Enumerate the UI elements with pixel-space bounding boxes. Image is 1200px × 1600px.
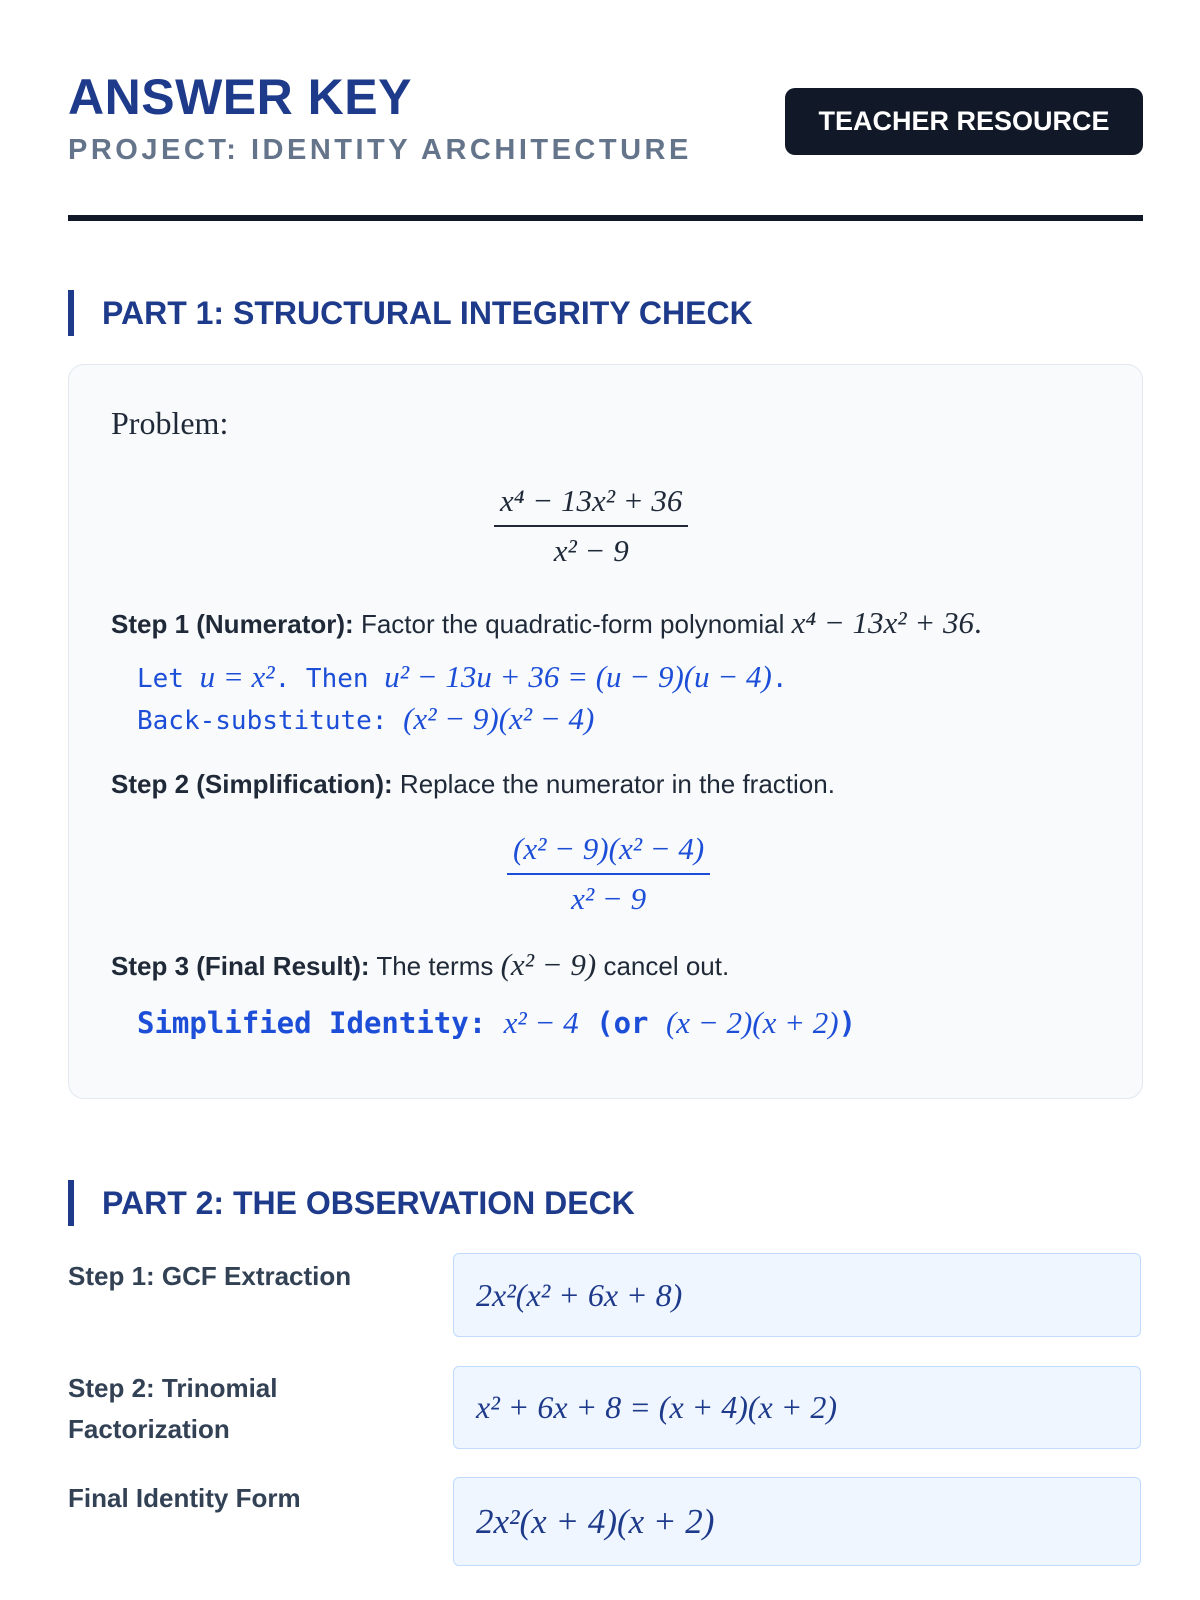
simplified-identity [137, 1005, 856, 1041]
project-subtitle: PROJECT: IDENTITY ARCHITECTURE [68, 134, 692, 166]
row-label-gcf: Step 1: GCF Extraction [68, 1261, 352, 1291]
answer-box-trinomial: x² + 6x + 8 = (x + 4)(x + 2) [453, 1366, 1141, 1449]
answer-box-final: 2x²(x + 4)(x + 2) [453, 1477, 1141, 1566]
step3-math: (x² − 9) [500, 947, 597, 982]
part1-heading: PART 1: STRUCTURAL INTEGRITY CHECK [68, 290, 753, 336]
row-label-trinomial: Step 2: Trinomial Factorization [68, 1373, 278, 1444]
step3 [111, 947, 729, 983]
step1-math: x⁴ − 13x² + 36 [791, 605, 975, 640]
back-substitute-text: Back-substitute: [137, 706, 388, 736]
step1-work-back [137, 701, 594, 737]
final-math: x² − 4 [503, 1005, 579, 1040]
part1-card [68, 364, 1143, 1099]
final-or: (or [596, 1006, 649, 1040]
step2-fraction [507, 831, 710, 917]
step1-work-let [137, 659, 788, 695]
problem-numerator: x⁴ − 13x² + 36 [494, 483, 688, 527]
let-math: u = x² [199, 659, 275, 694]
then-end: . [771, 664, 788, 694]
teacher-resource-badge: TEACHER RESOURCE [785, 88, 1143, 155]
then-math: u² − 13u + 36 = (u − 9)(u − 4) [384, 659, 772, 694]
then-text: . Then [274, 664, 369, 694]
step1-period: . [974, 605, 982, 640]
step2-text: Replace the numerator in the fraction. [399, 769, 835, 799]
final-alt-math: (x − 2)(x + 2) [665, 1005, 839, 1040]
step1 [111, 605, 982, 641]
step3-label: Step 3 (Final Result): [111, 951, 370, 981]
step3-text-after: cancel out. [603, 951, 730, 981]
step3-text-before: The terms [376, 951, 494, 981]
answer-box-gcf: 2x²(x² + 6x + 8) [453, 1253, 1141, 1337]
back-substitute-math: (x² − 9)(x² − 4) [403, 701, 595, 736]
step1-text: Factor the quadratic-form polynomial [360, 609, 785, 639]
header-divider [68, 215, 1143, 221]
step2-label: Step 2 (Simplification): [111, 769, 393, 799]
step2 [111, 769, 835, 800]
final-label: Simplified Identity: [137, 1006, 487, 1040]
step2-denominator: x² − 9 [571, 881, 647, 916]
step1-label: Step 1 (Numerator): [111, 609, 354, 639]
let-text: Let [137, 664, 184, 694]
problem-fraction [494, 483, 688, 569]
problem-denominator: x² − 9 [553, 533, 629, 568]
final-close: ) [838, 1006, 857, 1040]
page-title: ANSWER KEY [68, 69, 412, 125]
row-label-final: Final Identity Form [68, 1483, 301, 1513]
step2-numerator: (x² − 9)(x² − 4) [507, 831, 710, 875]
problem-label: Problem: [111, 405, 229, 441]
part2-heading: PART 2: THE OBSERVATION DECK [68, 1180, 635, 1226]
